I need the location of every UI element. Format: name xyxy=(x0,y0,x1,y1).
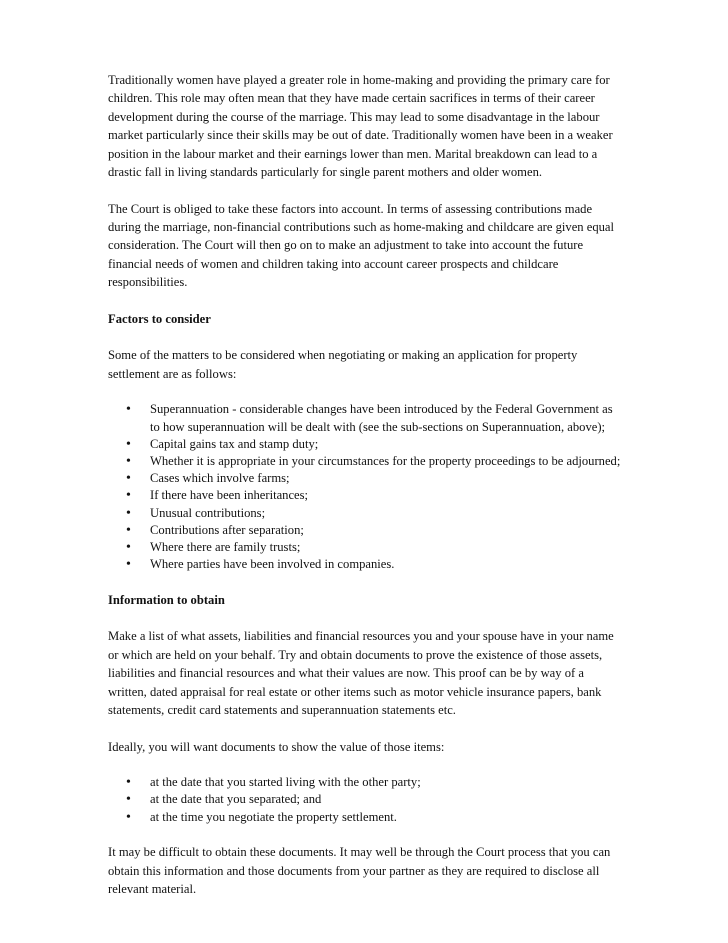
dates-list xyxy=(108,774,624,826)
list-item-text: at the date that you started living with the other party; xyxy=(150,775,421,790)
list-item xyxy=(108,556,624,573)
list-item xyxy=(108,436,624,453)
paragraph-matters-intro: Some of the matters to be considered when negotiating or making an application for property settlement are as follows: xyxy=(108,348,578,381)
factors-list xyxy=(108,401,624,573)
bullet-icon: • xyxy=(126,557,131,573)
list-item xyxy=(108,539,624,556)
bullet-icon: • xyxy=(126,454,131,470)
list-item xyxy=(108,487,624,504)
list-item-text: at the time you negotiate the property settlement. xyxy=(150,809,397,824)
paragraph-difficulty: It may be difficult to obtain these documents. It may well be through the Court process that you can obtain this information and those documents from your partner as they are required to disclose all relevant material. xyxy=(108,845,611,897)
bullet-icon: • xyxy=(126,471,131,487)
bullet-icon: • xyxy=(126,436,131,452)
list-item-text: Unusual contributions; xyxy=(150,505,266,520)
bullet-icon: • xyxy=(126,792,131,808)
heading-factors-to-consider: Factors to consider xyxy=(108,311,211,326)
list-item xyxy=(108,453,624,470)
bullet-icon: • xyxy=(126,809,131,825)
bullet-icon: • xyxy=(126,488,131,504)
list-item-text: Cases which involve farms; xyxy=(150,471,290,486)
list-item xyxy=(108,470,624,487)
list-item xyxy=(108,791,624,808)
list-item-text: Contributions after separation; xyxy=(150,522,304,537)
heading-information-to-obtain: Information to obtain xyxy=(108,592,225,607)
bullet-icon: • xyxy=(126,402,131,418)
list-item-text: If there have been inheritances; xyxy=(150,488,309,503)
list-item xyxy=(108,522,624,539)
list-item-text: Where there are family trusts; xyxy=(150,540,301,555)
list-item-text: Capital gains tax and stamp duty; xyxy=(150,436,319,451)
paragraph-role-of-women: Traditionally women have played a greater role in home-making and providing the primary care for children. This role may often mean that they have made certain sacrifices in terms of their career development during the course of the marriage. This may lead to some disadvantage in the labour market particularly since their skills may be out of date. Traditionally women have been in a weaker position in the labour market and their earnings lower than men. Marital breakdown can lead to a drastic fall in living standards particularly for single parent mothers and older women. xyxy=(108,73,613,180)
paragraph-court-obligations: The Court is obliged to take these factors into account. In terms of assessing contributions made during the marriage, non-financial contributions such as home-making and childcare are given equal consideration. The Court will then go on to make an adjustment to take into account the future financial needs of women and children taking into account career prospects and childcare responsibilities. xyxy=(108,201,615,290)
list-item-text: Superannuation - considerable changes have been introduced by the Federal Government as to how superannuation will be dealt with (see the sub-sections on Superannuation, above); xyxy=(150,402,613,434)
list-item xyxy=(108,401,624,435)
list-item-text: Whether it is appropriate in your circumstances for the property proceedings to be adjourned; xyxy=(150,454,621,469)
bullet-icon: • xyxy=(126,540,131,556)
bullet-icon: • xyxy=(126,775,131,791)
paragraph-documents-intro: Ideally, you will want documents to show the value of those items: xyxy=(108,739,445,754)
paragraph-list-assets: Make a list of what assets, liabilities and financial resources you and your spouse have in your name or which are held on your behalf. Try and obtain documents to prove the existence of those assets, liabilities and financial resources and what their values are now. This proof can be by way of a written, dated appraisal for real estate or other items such as motor vehicle insurance papers, bank statements, credit card statements and superannuation statements etc. xyxy=(108,629,614,718)
document-page xyxy=(108,71,624,917)
list-item-text: Where parties have been involved in companies. xyxy=(150,557,395,572)
list-item-text: at the date that you separated; and xyxy=(150,792,322,807)
list-item xyxy=(108,809,624,826)
bullet-icon: • xyxy=(126,522,131,538)
bullet-icon: • xyxy=(126,505,131,521)
list-item xyxy=(108,505,624,522)
list-item xyxy=(108,774,624,791)
